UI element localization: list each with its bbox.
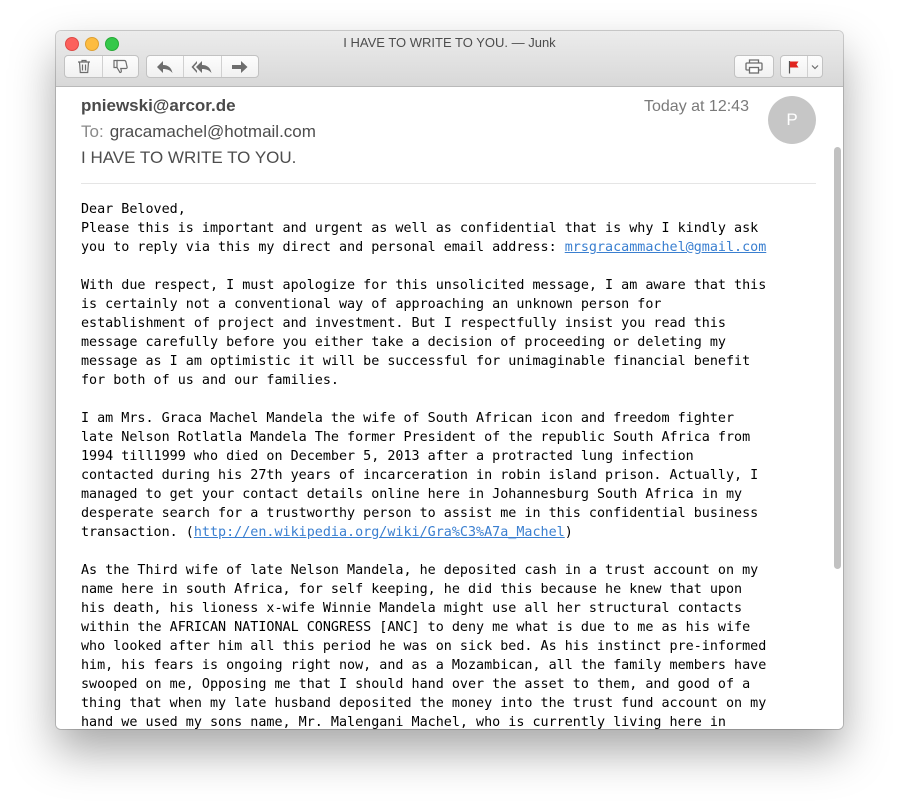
body-line: Dear Beloved, [81,202,186,217]
body-line: within the AFRICAN NATIONAL CONGRESS [ANC] to deny me what is due to me as his wife [81,620,751,635]
body-line: swooped on me, Opposing me that I should hand over the asset to them, and good of a [81,677,751,692]
message-subject: I HAVE TO WRITE TO YOU. [81,148,297,167]
body-line: desperate search for a trustworthy person to assist me in this confidential business [81,506,759,521]
recipient-address[interactable]: gracamachel@hotmail.com [109,122,316,141]
body-line: 1994 till1999 who died on December 5, 2013 after a protracted lung infection [81,449,694,464]
trash-icon [77,59,91,74]
print-group [734,55,774,78]
forward-arrow-icon [231,60,249,74]
body-line: hand we used my sons name, Mr. Malengani Machel, who is currently living here in [81,715,726,729]
junk-button[interactable] [102,56,138,77]
flag-group [780,55,823,78]
body-line: contacted during his 27th years of incarceration in robin island prison. Actually, I [81,468,759,483]
paragraph-4 [81,561,816,729]
body-line: With due respect, I must apologize for this unsolicited message, I am aware that this [81,278,767,293]
reply-all-icon [191,60,213,74]
header-divider [81,183,816,184]
body-line: Please this is important and urgent as well as confidential that is why I kindly ask [81,221,759,236]
reply-all-button[interactable] [183,56,220,77]
body-line: for both of us and our families. [81,373,339,388]
wikipedia-link[interactable]: http://en.wikipedia.org/wiki/Gra%C3%A7a_Machel [193,525,565,540]
body-line: I am Mrs. Graca Machel Mandela the wife of South African icon and freedom fighter [81,411,735,426]
body-line: message carefully before you either take a decision of proceeding or deleting my [81,335,726,350]
body-line: thing that when my late husband deposited the money into the trust fund account on my [81,696,767,711]
message-viewer [56,87,843,729]
body-line: him, his fears is ongoing right now, and as a Mozambican, all the family members have [81,658,767,673]
sender-address: pniewski@arcor.de [81,96,236,115]
vertical-scrollbar[interactable] [834,147,841,569]
recipient-row [81,122,316,142]
message-date: Today at 12:43 [644,98,749,115]
body-line: his death, his lioness x-wife Winnie Mandela might use all her structural contacts [81,601,743,616]
paragraph-2 [81,276,816,390]
reply-group [146,55,259,78]
printer-icon [745,59,763,74]
flag-icon [788,60,800,74]
flag-button[interactable] [781,56,807,77]
mail-window [56,31,843,729]
title-bar [56,31,843,87]
reply-button[interactable] [147,56,183,77]
email-link[interactable]: mrsgracammachel@gmail.com [564,240,767,255]
to-label: To: [81,122,104,141]
body-line: you to reply via this my direct and personal email address: mrsgracammachel@gmail.com [81,240,767,255]
body-line: is certainly not a conventional way of approaching an unknown person for [81,297,662,312]
body-line: name here in south Africa, for self keeping, he did this because he knew that upon [81,582,743,597]
body-line: late Nelson Rotlatla Mandela The former President of the republic South Africa from [81,430,751,445]
body-line: who looked after him all this period he was on sick bed. As his instinct pre-informed [81,639,767,654]
flag-menu-button[interactable] [807,56,822,77]
thumbs-down-icon [113,59,129,74]
chevron-down-icon [811,64,819,70]
forward-button[interactable] [221,56,258,77]
delete-junk-group [64,55,139,78]
body-line: managed to get your contact details online here in Johannesburg South Africa in my [81,487,743,502]
delete-button[interactable] [65,56,102,77]
body-line: establishment of project and investment. But I respectfully insist you read this [81,316,726,331]
body-line: transaction. (http://en.wikipedia.org/wiki/Gra%C3%A7a_Machel) [81,525,573,540]
body-line: message as I am optimistic it will be successful for unimaginable financial benefit [81,354,751,369]
paragraph-3 [81,409,816,542]
window-title: I HAVE TO WRITE TO YOU. — Junk [343,35,556,50]
reply-icon [156,60,174,74]
body-line: As the Third wife of late Nelson Mandela, he deposited cash in a trust account on my [81,563,759,578]
avatar: P [768,96,816,144]
print-button[interactable] [735,56,773,77]
message-body [81,200,816,729]
